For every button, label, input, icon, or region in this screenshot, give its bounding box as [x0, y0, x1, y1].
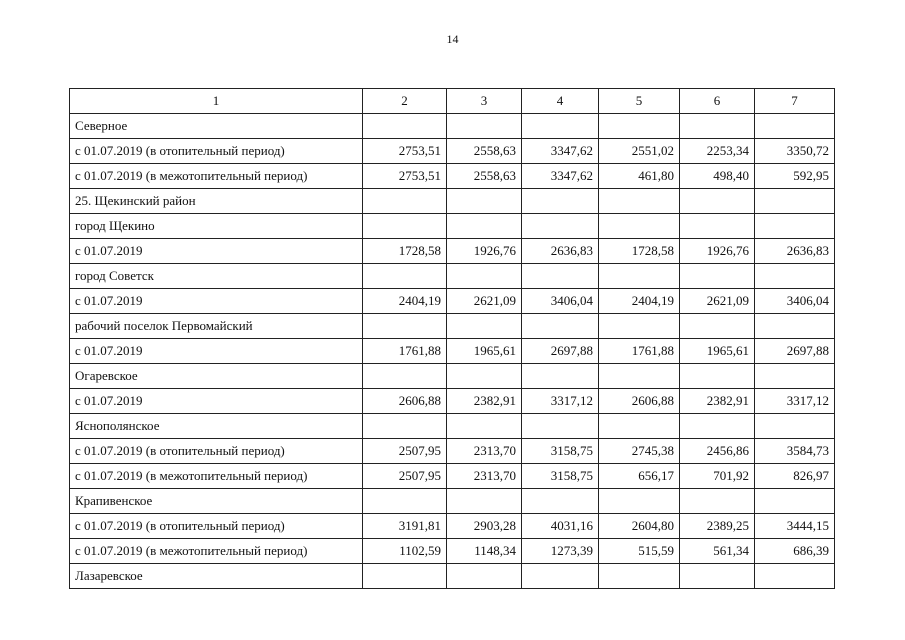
value-cell — [447, 489, 522, 514]
value-cell — [522, 264, 599, 289]
value-cell — [755, 114, 835, 139]
value-cell — [522, 314, 599, 339]
value-cell: 3191,81 — [363, 514, 447, 539]
table-row — [70, 539, 835, 564]
row-label-cell: с 01.07.2019 (в отопительный период) — [70, 514, 363, 539]
value-cell — [522, 114, 599, 139]
value-cell: 2636,83 — [522, 239, 599, 264]
row-label-cell: с 01.07.2019 — [70, 239, 363, 264]
row-label-cell: с 01.07.2019 — [70, 289, 363, 314]
row-label-cell: с 01.07.2019 (в отопительный период) — [70, 139, 363, 164]
value-cell: 2697,88 — [755, 339, 835, 364]
row-label-cell: с 01.07.2019 — [70, 389, 363, 414]
value-cell: 1102,59 — [363, 539, 447, 564]
value-cell: 2606,88 — [363, 389, 447, 414]
value-cell — [599, 564, 680, 589]
value-cell — [522, 414, 599, 439]
value-cell — [680, 189, 755, 214]
row-label-cell: город Советск — [70, 264, 363, 289]
table-row — [70, 339, 835, 364]
value-cell: 2507,95 — [363, 464, 447, 489]
value-cell: 826,97 — [755, 464, 835, 489]
value-cell: 2558,63 — [447, 139, 522, 164]
table-row — [70, 139, 835, 164]
value-cell — [680, 314, 755, 339]
value-cell: 2558,63 — [447, 164, 522, 189]
value-cell — [680, 214, 755, 239]
value-cell — [447, 264, 522, 289]
value-cell — [755, 214, 835, 239]
value-cell: 2404,19 — [363, 289, 447, 314]
tariff-table — [69, 88, 835, 589]
value-cell — [599, 264, 680, 289]
header-cell: 5 — [599, 89, 680, 114]
value-cell — [522, 564, 599, 589]
value-cell: 2313,70 — [447, 464, 522, 489]
row-label-cell: с 01.07.2019 (в межотопительный период) — [70, 464, 363, 489]
value-cell — [363, 414, 447, 439]
header-cell: 6 — [680, 89, 755, 114]
value-cell: 2389,25 — [680, 514, 755, 539]
value-cell — [680, 489, 755, 514]
value-cell: 2753,51 — [363, 164, 447, 189]
table-row — [70, 264, 835, 289]
table-row — [70, 489, 835, 514]
value-cell: 3406,04 — [755, 289, 835, 314]
value-cell: 4031,16 — [522, 514, 599, 539]
value-cell — [680, 364, 755, 389]
value-cell — [522, 189, 599, 214]
value-cell — [363, 364, 447, 389]
row-label-cell: с 01.07.2019 (в межотопительный период) — [70, 164, 363, 189]
row-label-cell: Лазаревское — [70, 564, 363, 589]
value-cell — [522, 364, 599, 389]
value-cell: 2313,70 — [447, 439, 522, 464]
value-cell: 1728,58 — [599, 239, 680, 264]
table-header-row — [70, 89, 835, 114]
value-cell — [755, 414, 835, 439]
table-row — [70, 514, 835, 539]
value-cell — [755, 264, 835, 289]
value-cell — [755, 564, 835, 589]
value-cell — [599, 314, 680, 339]
value-cell: 3158,75 — [522, 464, 599, 489]
row-label-cell: Огаревское — [70, 364, 363, 389]
value-cell — [363, 189, 447, 214]
value-cell: 592,95 — [755, 164, 835, 189]
header-cell: 3 — [447, 89, 522, 114]
value-cell — [755, 364, 835, 389]
header-cell: 7 — [755, 89, 835, 114]
value-cell — [363, 214, 447, 239]
value-cell — [599, 414, 680, 439]
table-row — [70, 214, 835, 239]
row-label-cell: с 01.07.2019 (в межотопительный период) — [70, 539, 363, 564]
table-row — [70, 564, 835, 589]
value-cell: 3158,75 — [522, 439, 599, 464]
table-row — [70, 314, 835, 339]
table-row — [70, 464, 835, 489]
value-cell: 2404,19 — [599, 289, 680, 314]
row-label-cell: с 01.07.2019 (в отопительный период) — [70, 439, 363, 464]
value-cell — [447, 564, 522, 589]
value-cell: 1965,61 — [680, 339, 755, 364]
header-cell: 2 — [363, 89, 447, 114]
value-cell: 561,34 — [680, 539, 755, 564]
value-cell — [522, 489, 599, 514]
value-cell: 515,59 — [599, 539, 680, 564]
value-cell: 701,92 — [680, 464, 755, 489]
row-label-cell: с 01.07.2019 — [70, 339, 363, 364]
table-body — [70, 114, 835, 589]
value-cell: 1761,88 — [363, 339, 447, 364]
value-cell: 2697,88 — [522, 339, 599, 364]
value-cell — [680, 414, 755, 439]
value-cell: 656,17 — [599, 464, 680, 489]
value-cell — [447, 214, 522, 239]
value-cell: 2382,91 — [447, 389, 522, 414]
row-label-cell: Северное — [70, 114, 363, 139]
value-cell: 2621,09 — [680, 289, 755, 314]
value-cell: 3347,62 — [522, 139, 599, 164]
value-cell: 2636,83 — [755, 239, 835, 264]
row-label-cell: 25. Щекинский район — [70, 189, 363, 214]
value-cell — [680, 564, 755, 589]
value-cell: 2606,88 — [599, 389, 680, 414]
value-cell: 1965,61 — [447, 339, 522, 364]
value-cell: 1926,76 — [680, 239, 755, 264]
row-label-cell: город Щекино — [70, 214, 363, 239]
table-row — [70, 189, 835, 214]
value-cell: 2621,09 — [447, 289, 522, 314]
value-cell: 498,40 — [680, 164, 755, 189]
value-cell — [447, 114, 522, 139]
value-cell — [363, 489, 447, 514]
value-cell — [599, 489, 680, 514]
value-cell — [680, 114, 755, 139]
table-row — [70, 289, 835, 314]
value-cell: 2903,28 — [447, 514, 522, 539]
table-row — [70, 389, 835, 414]
value-cell: 686,39 — [755, 539, 835, 564]
value-cell: 2253,34 — [680, 139, 755, 164]
value-cell: 2456,86 — [680, 439, 755, 464]
value-cell: 461,80 — [599, 164, 680, 189]
value-cell: 2507,95 — [363, 439, 447, 464]
table-row — [70, 164, 835, 189]
value-cell — [363, 264, 447, 289]
value-cell — [599, 114, 680, 139]
table-row — [70, 364, 835, 389]
value-cell — [447, 189, 522, 214]
value-cell — [522, 214, 599, 239]
page-number: 14 — [446, 32, 459, 46]
value-cell: 2551,02 — [599, 139, 680, 164]
value-cell: 3350,72 — [755, 139, 835, 164]
header-cell: 1 — [70, 89, 363, 114]
value-cell: 1926,76 — [447, 239, 522, 264]
value-cell — [599, 189, 680, 214]
value-cell — [755, 489, 835, 514]
value-cell — [680, 264, 755, 289]
value-cell: 1761,88 — [599, 339, 680, 364]
value-cell: 2382,91 — [680, 389, 755, 414]
value-cell — [363, 564, 447, 589]
row-label-cell: Яснополянское — [70, 414, 363, 439]
value-cell — [447, 414, 522, 439]
value-cell: 1273,39 — [522, 539, 599, 564]
value-cell — [755, 189, 835, 214]
value-cell — [363, 314, 447, 339]
value-cell: 1728,58 — [363, 239, 447, 264]
value-cell: 3584,73 — [755, 439, 835, 464]
value-cell: 3444,15 — [755, 514, 835, 539]
table-row — [70, 239, 835, 264]
value-cell — [599, 214, 680, 239]
value-cell: 3317,12 — [522, 389, 599, 414]
header-cell: 4 — [522, 89, 599, 114]
row-label-cell: рабочий поселок Первомайский — [70, 314, 363, 339]
value-cell: 1148,34 — [447, 539, 522, 564]
value-cell: 3406,04 — [522, 289, 599, 314]
value-cell — [447, 314, 522, 339]
table-row — [70, 439, 835, 464]
value-cell — [447, 364, 522, 389]
value-cell — [599, 364, 680, 389]
table-row — [70, 414, 835, 439]
value-cell: 2604,80 — [599, 514, 680, 539]
value-cell: 3347,62 — [522, 164, 599, 189]
value-cell: 2745,38 — [599, 439, 680, 464]
table-row — [70, 114, 835, 139]
value-cell: 2753,51 — [363, 139, 447, 164]
row-label-cell: Крапивенское — [70, 489, 363, 514]
value-cell — [755, 314, 835, 339]
value-cell: 3317,12 — [755, 389, 835, 414]
value-cell — [363, 114, 447, 139]
